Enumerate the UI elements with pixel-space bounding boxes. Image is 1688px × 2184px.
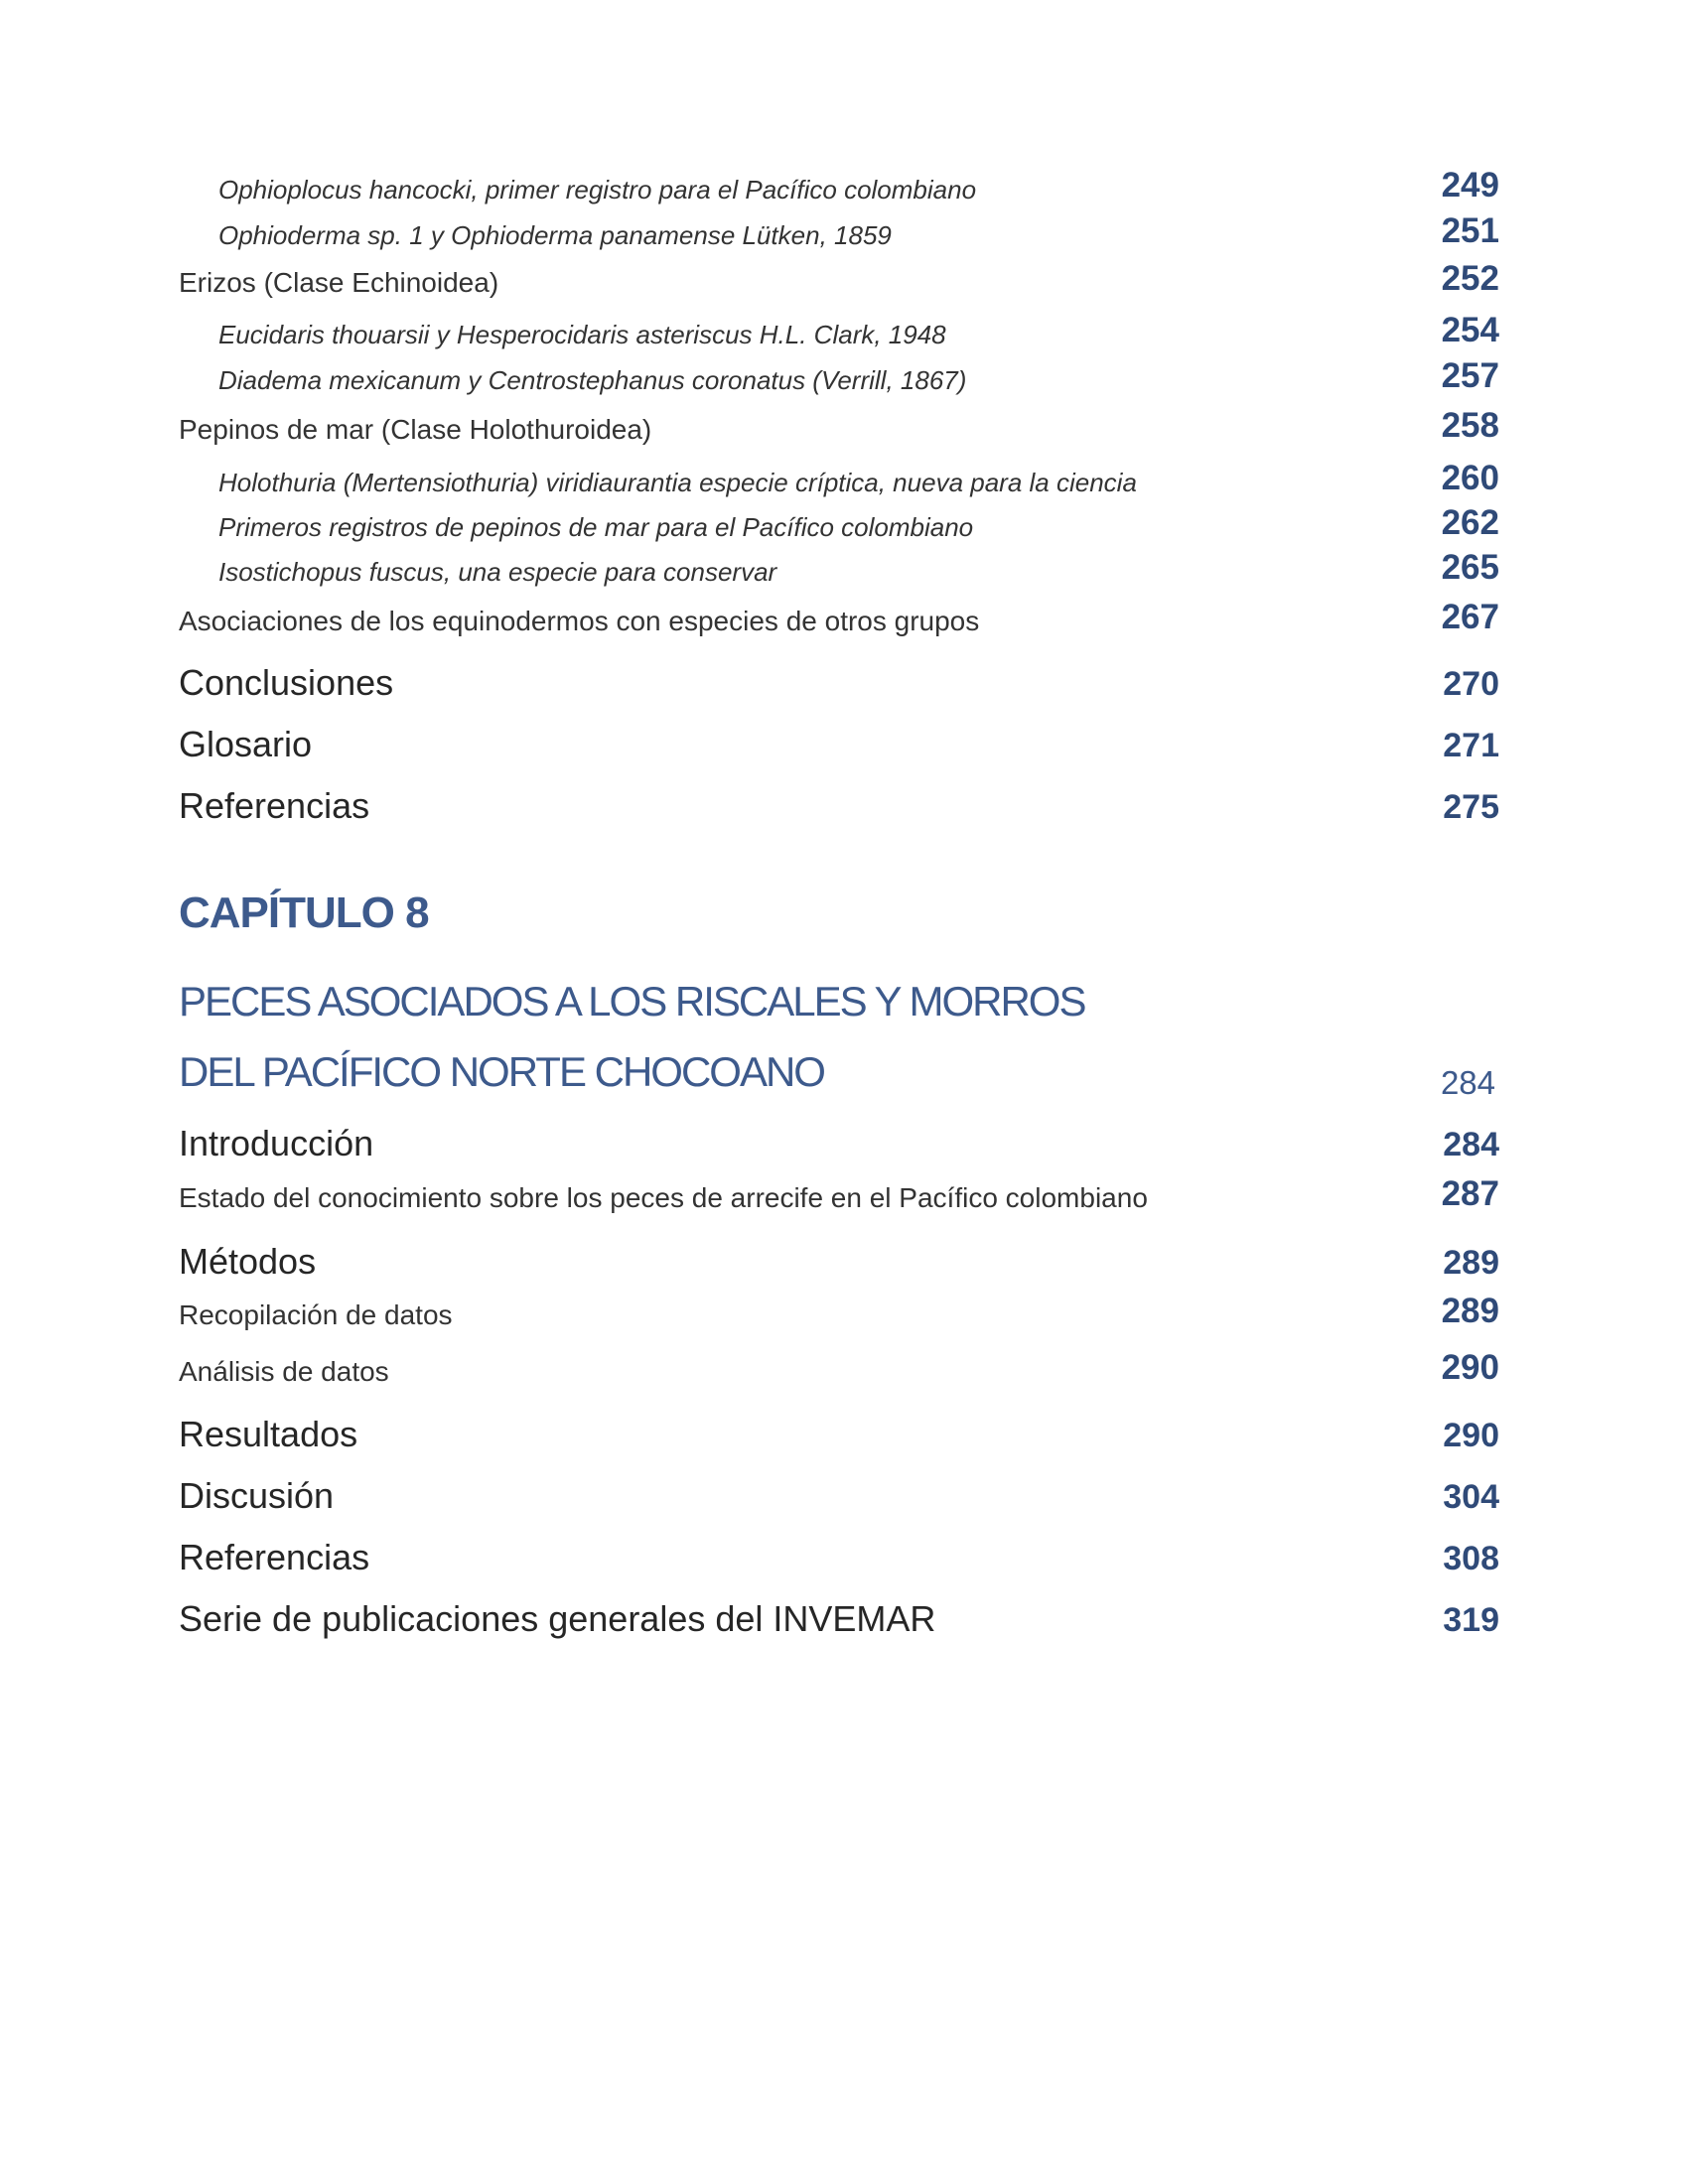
toc-entry-title: Resultados: [179, 1414, 358, 1454]
toc-entry-page: 262: [1441, 503, 1499, 542]
toc-entry: [0, 720, 1688, 779]
toc-entry-page: 251: [1441, 211, 1499, 250]
toc-entry: [0, 400, 1688, 460]
toc-entry-page: 257: [1441, 356, 1499, 395]
toc-entry: [0, 1533, 1688, 1592]
toc-entry-page: 304: [1443, 1478, 1499, 1516]
chapter-page-number: 284: [1440, 1064, 1495, 1101]
toc-entry-page: 249: [1441, 166, 1499, 205]
toc-entry: [0, 781, 1688, 841]
toc-entry: [0, 658, 1688, 718]
toc-entry-page: 267: [1441, 598, 1499, 636]
chapter-title-line-1: PECES ASOCIADOS A LOS RISCALES Y MORROS: [179, 978, 1085, 1024]
toc-entry-page: 258: [1441, 406, 1499, 445]
toc-entry: [0, 1410, 1688, 1469]
toc-entry-title: Conclusiones: [179, 662, 394, 703]
toc-entry-title: Estado del conocimiento sobre los peces de arrecife en el Pacífico colombiano: [179, 1182, 1148, 1213]
toc-entry-page: 289: [1441, 1292, 1499, 1330]
toc-entry-title: Análisis de datos: [179, 1356, 389, 1387]
toc-entry-title: Recopilación de datos: [179, 1299, 453, 1330]
toc-entry: [0, 592, 1688, 651]
toc-entry-page: 265: [1441, 548, 1499, 587]
toc-entry-page: 252: [1441, 259, 1499, 298]
toc-entry-title: Pepinos de mar (Clase Holothuroidea): [179, 414, 652, 445]
toc-entry-page: 290: [1441, 1348, 1499, 1387]
toc-entry-title: Asociaciones de los equinodermos con especies de otros grupos: [179, 606, 980, 636]
toc-entry-title: Holothuria (Mertensiothuria) viridiaurantia especie críptica, nueva para la ciencia: [218, 468, 1137, 497]
toc-entry-title: Erizos (Clase Echinoidea): [179, 267, 499, 298]
toc-entry-title: Referencias: [179, 785, 370, 826]
toc-entry-title: Ophioderma sp. 1 y Ophioderma panamense Lütken, 1859: [218, 220, 892, 250]
chapter-label: CAPÍTULO 8: [179, 888, 429, 937]
toc-entry-title: Serie de publicaciones generales del INVEMAR: [179, 1598, 936, 1639]
toc-entry: [0, 1342, 1688, 1402]
toc-entry-title: Referencias: [179, 1537, 370, 1577]
toc-entry-title: Introducción: [179, 1123, 374, 1163]
toc-entry-page: 254: [1441, 311, 1499, 349]
chapter-title-line-2: DEL PACÍFICO NORTE CHOCOANO: [179, 1048, 824, 1095]
toc-entry-page: 287: [1441, 1174, 1499, 1213]
toc-entry-page: 308: [1443, 1540, 1499, 1577]
toc-entry-page: 260: [1441, 459, 1499, 497]
toc-entry-page: 271: [1443, 727, 1499, 764]
toc-entry: [0, 1286, 1688, 1345]
toc-entry-page: 270: [1443, 665, 1499, 703]
toc-entry-page: 284: [1443, 1126, 1499, 1163]
toc-entry-page: 290: [1443, 1417, 1499, 1454]
toc-entry-title: Eucidaris thouarsii y Hesperocidaris asteriscus H.L. Clark, 1948: [218, 320, 946, 349]
toc-entry-title: Métodos: [179, 1241, 317, 1282]
toc-entry-title: Primeros registros de pepinos de mar para el Pacífico colombiano: [218, 512, 974, 542]
toc-entry-title: Diadema mexicanum y Centrostephanus coronatus (Verrill, 1867): [218, 365, 967, 395]
toc-entry: [0, 1168, 1688, 1228]
toc-entry-page: 289: [1443, 1244, 1499, 1282]
toc-entry-title: Ophioplocus hancocki, primer registro para el Pacífico colombiano: [218, 175, 977, 205]
toc-entry: [0, 1594, 1688, 1654]
toc-entry-title: Isostichopus fuscus, una especie para conservar: [218, 557, 777, 587]
toc-entry-title: Glosario: [179, 724, 313, 764]
toc-entry-title: Discusión: [179, 1475, 335, 1516]
toc-entry-page: 275: [1443, 788, 1499, 826]
toc-entry: [0, 1471, 1688, 1531]
toc-entry-page: 319: [1443, 1601, 1499, 1639]
toc-entry: [0, 253, 1688, 313]
